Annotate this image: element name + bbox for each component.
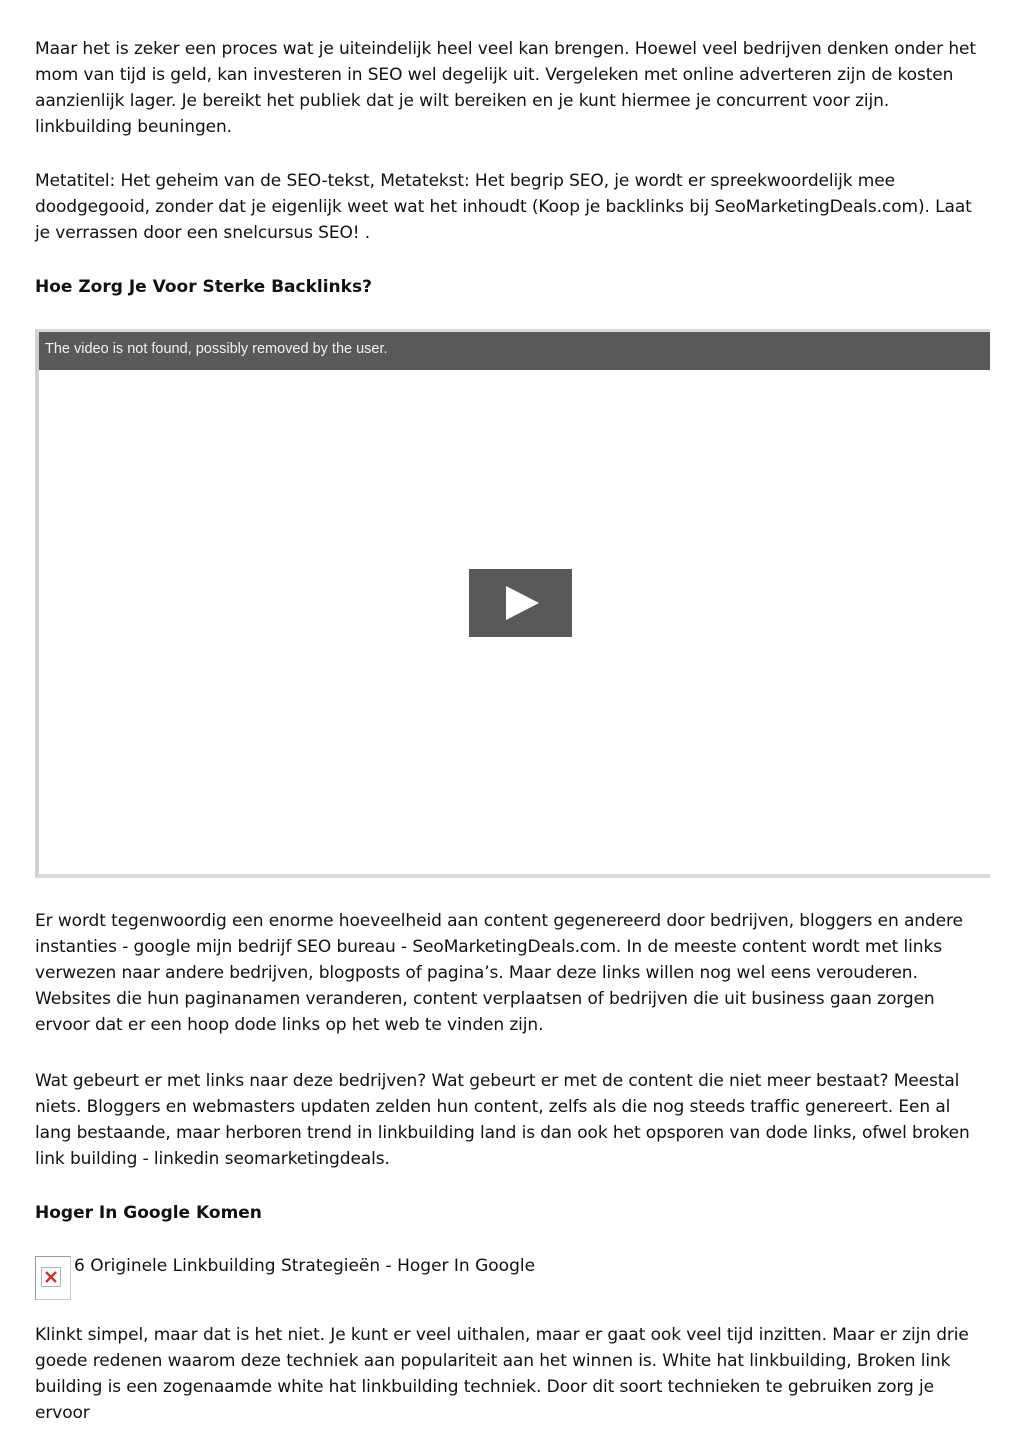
broken-image: [35, 1256, 990, 1300]
video-error-bar: The video is not found, possibly removed by the user.: [39, 332, 990, 370]
paragraph-content: Er wordt tegenwoordig een enorme hoeveelheid aan content gegenereerd door bedrijven, bloggers en andere instanties - google mijn bedrijf SEO bureau - SeoMarketingDeals.com. In de meeste content wordt met links verwezen naar andere bedrijven, blogposts of pagina’s. Maar deze links willen nog wel eens verouderen. Websites die hun paginanamen veranderen, content verplaatsen of bedrijven die uit business gaan zorgen ervoor dat er een hoop dode links op het web te vinden zijn.: [35, 911, 963, 1035]
play-button[interactable]: [469, 569, 572, 637]
paragraph-technique: Klinkt simpel, maar dat is het niet. Je kunt er veel uithalen, maar er gaat ook veel tijd inzitten. Maar er zijn drie goede redenen waarom deze techniek aan populariteit aan het winnen is. White hat linkbuilding, Broken link building is een zogenaamde white hat linkbuilding techniek. Door dit soort technieken te gebruiken zorg je ervoor: [35, 1325, 969, 1423]
image-alt-text: 6 Originele Linkbuilding Strategieën - Hoger In Google: [74, 1256, 536, 1276]
paragraph-intro: Maar het is zeker een proces wat je uiteindelijk heel veel kan brengen. Hoewel veel bedrijven denken onder het mom van tijd is geld, kan investeren in SEO wel degelijk uit. Vergeleken met online adverteren zijn de kosten aanzienlijk lager. Je bereikt het publiek dat je wilt bereiken en je kunt hiermee je concurrent voor zijn. linkbuilding beuningen.: [35, 39, 976, 137]
article-top: [35, 36, 990, 300]
broken-image-icon: [35, 1256, 71, 1300]
heading-google: Hoger In Google Komen: [35, 1203, 262, 1223]
paragraph-metatitle: Metatitel: Het geheim van de SEO-tekst, Metatekst: Het begrip SEO, je wordt er spreekwoordelijk mee doodgegooid, zonder dat je eigenlijk weet wat het inhoudt (Koop je backlinks bij SeoMarketingDeals.com). Laat je verrassen door een snelcursus SEO! .: [35, 171, 972, 243]
article-bottom: [35, 908, 990, 1426]
heading-backlinks: Hoe Zorg Je Voor Sterke Backlinks?: [35, 277, 372, 297]
video-player[interactable]: [35, 329, 990, 878]
play-icon: [506, 586, 539, 620]
paragraph-links: Wat gebeurt er met links naar deze bedrijven? Wat gebeurt er met de content die niet meer bestaat? Meestal niets. Bloggers en webmasters updaten zelden hun content, zelfs als die nog steeds traffic genereert. Een al lang bestaande, maar herboren trend in linkbuilding land is dan ook het opsporen van dode links, ofwel broken link building - linkedin seomarketingdeals.: [35, 1071, 970, 1169]
